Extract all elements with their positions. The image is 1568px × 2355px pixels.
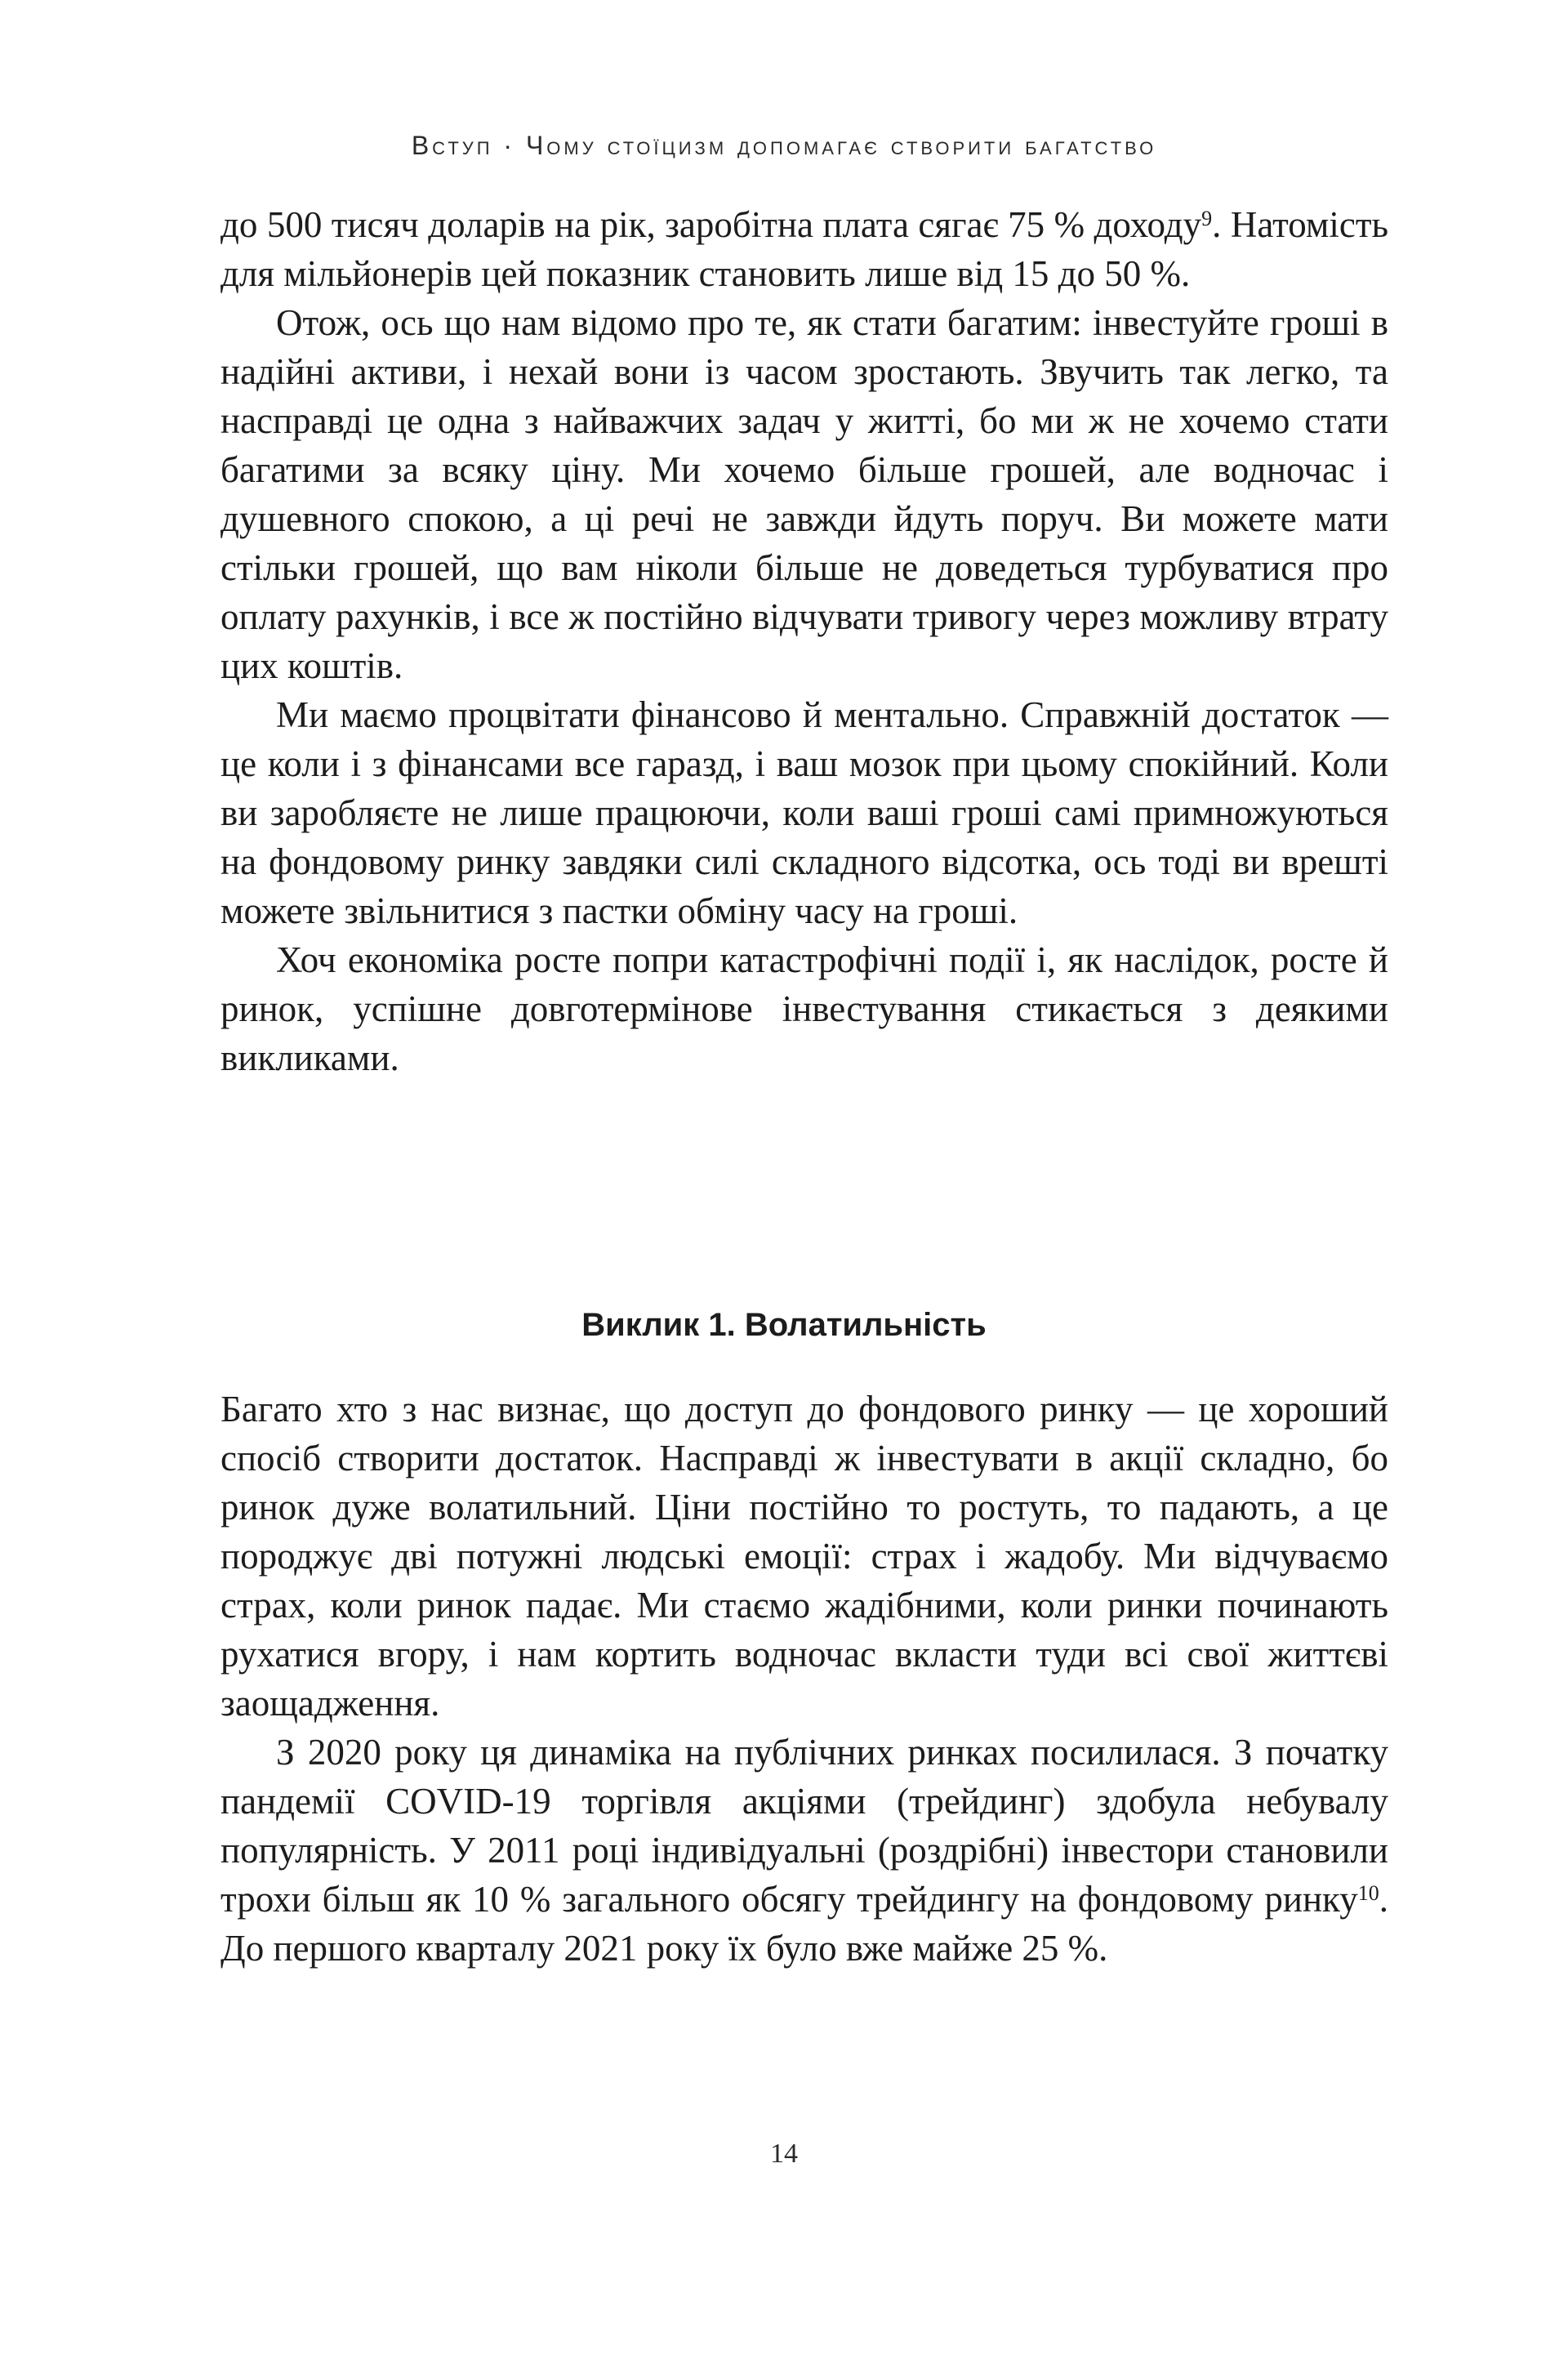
- paragraph-text: . До першого кварталу 2021 року їх було вже майже 25 %.: [220, 1879, 1388, 1969]
- page-number: 14: [770, 2139, 798, 2169]
- footnote-marker[interactable]: 9: [1201, 207, 1213, 230]
- paragraph-continued: [220, 200, 1388, 298]
- paragraph: Отож, ось що нам відомо про те, як стати багатим: інвестуйте гроші в надійні активи, і нехай вони із часом зростають. Звучить так легко, та насправді це одна з найважчих задач у житті, бо ми ж не хочемо стати багатими за всяку ціну. Ми хочемо більше грошей, але водночас і душевного спокою, а ці речі не завжди йдуть поруч. Ви можете мати стільки грошей, що вам ніколи більше не доведеться турбуватися про оплату рахунків, і все ж постійно відчувати тривогу через можливу втрату цих коштів.: [220, 302, 1388, 686]
- paragraph: Ми маємо процвітати фінансово й ментально. Справжній достаток — це коли і з фінансами все гаразд, і ваш мозок при цьому спокійний. Коли ви заробляєте не лише працюючи, коли ваші гроші самі примножуються на фондовому ринку завдяки силі складного відсотка, ось тоді ви врешті можете звільнитися з пастки обміну часу на гроші.: [220, 694, 1388, 931]
- paragraph: [220, 1728, 1388, 1973]
- paragraph: Хоч економіка росте попри катастрофічні події і, як наслідок, росте й ринок, успішне довготермінове інвестування стикається з деякими викликами.: [220, 939, 1388, 1078]
- running-head: Вступ · Чому стоїцизм допомагає створити багатство: [411, 131, 1157, 160]
- text-section-bottom: [220, 1385, 1388, 1973]
- section-heading: Виклик 1. Волатильність: [581, 1307, 987, 1343]
- paragraph-text: . Натомість для мільйонерів цей показник становить лише від 15 до 50 %.: [220, 204, 1389, 294]
- paragraph-text: до 500 тисяч доларів на рік, заробітна плата сягає 75 % доходу: [220, 204, 1202, 245]
- text-section-top: [220, 200, 1388, 1082]
- paragraph-text: З 2020 року ця динаміка на публічних ринках посилилася. З початку пандемії COVID-19 торгівля акціями (трейдинг) здобула небувалу популярність. У 2011 році індивідуальні (роздрібні) інвестори становили трохи більш як 10 % загального обсягу трейдингу на фондовому ринку: [220, 1732, 1388, 1920]
- paragraph: Багато хто з нас визнає, що доступ до фондового ринку — це хороший спосіб створити достаток. Насправді ж інвестувати в акції складно, бо ринок дуже волатильний. Ціни постійно то ростуть, то падають, а це породжує дві потужні людські емоції: страх і жадобу. Ми відчуваємо страх, коли ринок падає. Ми стаємо жадібними, коли ринки починають рухатися вгору, і нам кортить водночас вкласти туди всі свої життєві заощадження.: [220, 1389, 1388, 1724]
- footnote-marker[interactable]: 10: [1357, 1881, 1379, 1905]
